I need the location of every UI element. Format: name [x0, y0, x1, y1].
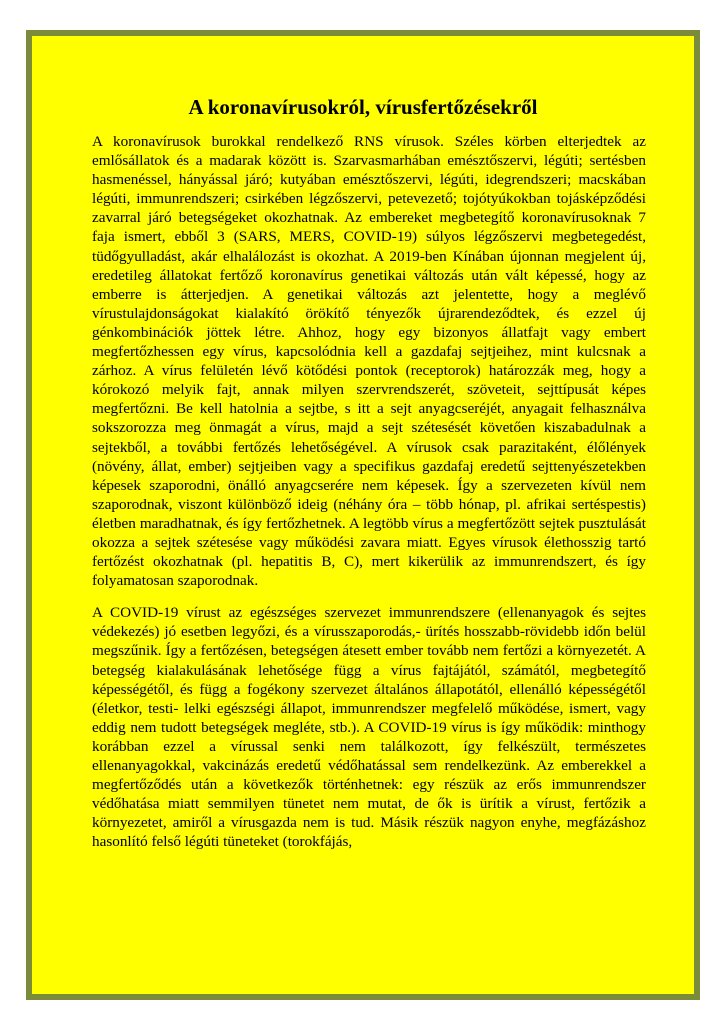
paragraph-2: A COVID-19 vírust az egészséges szervezet immunrendszere (ellenanyagok és sejtes védekezés) jó esetben legyőzi, és a vírusszaporodás,- ürítés hosszabb-rövidebb időn belül megszűnik. Így a fertőzésen, betegségen átesett ember tovább nem fertőzi a környezetét. A betegség kialakulásának lehetősége függ a vírus fajtájától, számától, megbetegítő képességétől, és függ a fogékony szervezet általános állapotától, ellenálló képességétől (életkor, testi- lelki egészségi állapot, immunrendszer megfelelő működése, ismert, vagy eddig nem tudott betegségek megléte, stb.). A COVID-19 vírus is így működik: minthogy korábban ezzel a vírussal senki nem találkozott, így felkészült, természetes ellenanyagokkal, vakcinázás eredetű védőhatással sem rendelkezünk. Az emberekkel a megfertőződés után a következők történhetnek: egy részük az erős immunrendszer védőhatása miatt semmilyen tünetet nem mutat, de ők is ürítik a vírust, fertőzik a környezetet, amiről a vírusgazda nem is tud. Másik részük nagyon enyhe, megfázáshoz hasonlító felső légúti tüneteket (torokfájás, [92, 604, 646, 851]
document-body [92, 132, 646, 851]
paragraph-1: A koronavírusok burokkal rendelkező RNS vírusok. Széles körben elterjedtek az emlősállatok és a madarak között is. Szarvasmarhában emésztőszervi, légúti; sertésben hasmenéssel, hányással járó; kutyában emésztőszervi, légúti, idegrendszeri; macskában légúti, immunrendszeri; csirkében légzőszervi, petevezető; tojótyúkokban tojásképződési zavarral járó betegségeket okozhatnak. Az embereket megbetegítő koronavírusoknak 7 faja ismert, ebből 3 (SARS, MERS, COVID-19) súlyos légzőszervi megbetegedést, tüdőgyulladást, akár elhalálozást is okozhat. A 2019-ben Kínában újonnan megjelent új, eredetileg állatokat fertőző koronavírus genetikai változás után vált képessé, hogy az emberre is átterjedjen. A genetikai változás azt jelentette, hogy a meglévő vírustulajdonságokat kialakító örökítő tényezők újrarendeződtek, és ezzel új génkombinációk jöttek létre. Ahhoz, hogy egy bizonyos állatfajt vagy embert megfertőzhessen egy vírus, kapcsolódnia kell a gazdafaj sejtjeihez, mint kulcsnak a zárhoz. A vírus felületén lévő kötődési pontok (receptorok) határozzák meg, hogy a kórokozó melyik fajt, annak milyen szervrendszerét, szöveteit, sejttípusát képes megfertőzni. Be kell hatolnia a sejtbe, s itt a sejt anyagcseréjét, anyagait felhasználva sokszorozza meg önmagát a vírus, majd a sejt szétesését követően kiszabadulnak a sejtekből, a további fertőzés lehetőségével. A vírusok csak parazitaként, élőlények (növény, állat, ember) sejtjeiben vagy a specifikus gazdafaj eredetű sejttenyészetekben képesek szaporodni, önálló anyagcserére nem képesek. Így a szervezeten kívül nem szaporodnak, viszont különböző ideig (néhány óra – több hónap, pl. afrikai sertéspestis) életben maradhatnak, és így fertőzhetnek. A legtöbb vírus a megfertőzött sejtek pusztulását okozza a sejtek szétesése vagy működési zavara miatt. Egyes vírusok élethosszig tartó fertőzést okozhatnak (pl. hepatitis B, C), mert kikerülik az immunrendszert, és így folyamatosan szaporodnak. [92, 133, 646, 590]
document-page [26, 30, 700, 1000]
document-title: A koronavírusokról, vírusfertőzésekről [188, 95, 538, 119]
